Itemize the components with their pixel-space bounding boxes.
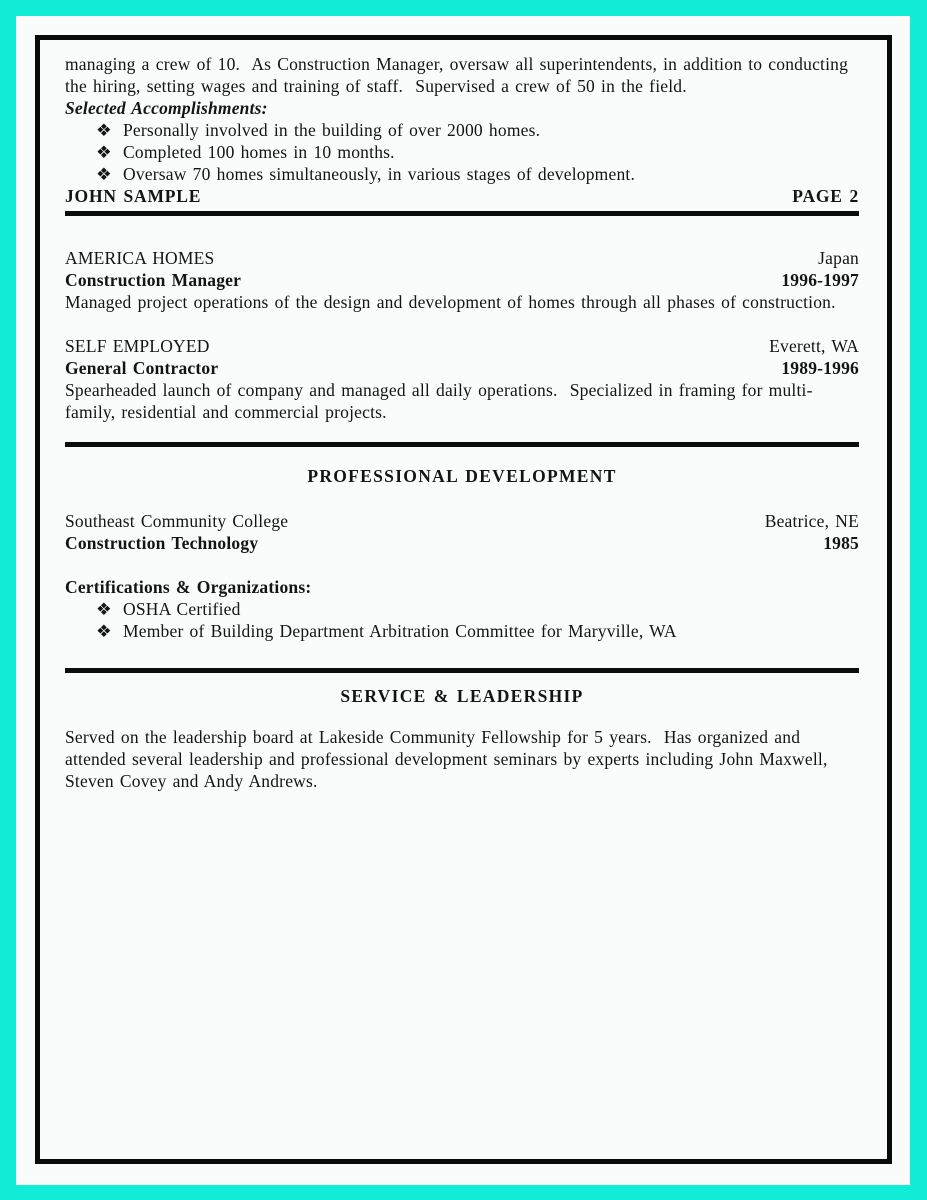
company-name: AMERICA HOMES (65, 248, 215, 268)
continuation-paragraph: managing a crew of 10. As Construction Manager, oversaw all superintendents, in addition to conducting the hiring, setting wages and training of staff. Supervised a crew of 50 in the field. (65, 54, 855, 96)
bullet-text: OSHA Certified (123, 599, 241, 619)
school-location: Beatrice, NE (764, 511, 859, 531)
diamond-bullet-icon: ❖ (96, 164, 112, 184)
company-row (65, 247, 859, 269)
diamond-bullet-icon: ❖ (96, 142, 112, 162)
candidate-name: JOHN SAMPLE (65, 186, 202, 206)
school-row (65, 510, 859, 532)
school-name: Southeast Community College (65, 511, 289, 531)
title-row (65, 357, 859, 379)
certifications-label: Certifications & Organizations: (65, 577, 312, 597)
program-row (65, 532, 859, 554)
section-divider (65, 211, 859, 216)
job-title: Construction Manager (65, 270, 242, 290)
section-divider (65, 668, 859, 673)
company-location: Everett, WA (769, 336, 859, 356)
resume-sheet (35, 35, 892, 1164)
job-dates: 1996-1997 (781, 270, 859, 290)
page-header (65, 185, 859, 207)
bullet-text: Personally involved in the building of over 2000 homes. (123, 120, 541, 140)
diamond-bullet-icon: ❖ (96, 599, 112, 619)
list-item (65, 620, 859, 642)
list-item (65, 119, 859, 141)
job-description: Spearheaded launch of company and managed all daily operations. Specialized in framing for multi-family, residential and commercial projects. (65, 380, 813, 422)
title-row (65, 269, 859, 291)
section-heading-service-leadership: SERVICE & LEADERSHIP (340, 686, 584, 706)
job-dates: 1989-1996 (781, 358, 859, 378)
experience-entry (65, 247, 859, 313)
company-name: SELF EMPLOYED (65, 336, 210, 356)
diamond-bullet-icon: ❖ (96, 621, 112, 641)
section-heading-professional-development: PROFESSIONAL DEVELOPMENT (307, 466, 617, 486)
bullet-text: Member of Building Department Arbitration Committee for Maryville, WA (123, 621, 677, 641)
program-name: Construction Technology (65, 533, 259, 553)
list-item (65, 163, 859, 185)
company-row (65, 335, 859, 357)
bullet-text: Oversaw 70 homes simultaneously, in various stages of development. (123, 164, 636, 184)
company-location: Japan (818, 248, 859, 268)
paper-margin (16, 16, 910, 1185)
list-item (65, 141, 859, 163)
page-number-label: PAGE 2 (792, 186, 859, 206)
service-paragraph: Served on the leadership board at Lakeside Community Fellowship for 5 years. Has organized and attended several leadership and professional development seminars by experts including John Maxwell, Steven Covey and Andy Andrews. (65, 727, 834, 791)
job-description: Managed project operations of the design and development of homes through all phases of construction. (65, 292, 836, 312)
accomplishments-label: Selected Accomplishments: (65, 98, 268, 118)
diamond-bullet-icon: ❖ (96, 120, 112, 140)
experience-entry (65, 335, 859, 423)
section-divider (65, 442, 859, 447)
list-item (65, 598, 859, 620)
program-year: 1985 (823, 533, 859, 553)
bullet-text: Completed 100 homes in 10 months. (123, 142, 395, 162)
job-title: General Contractor (65, 358, 219, 378)
